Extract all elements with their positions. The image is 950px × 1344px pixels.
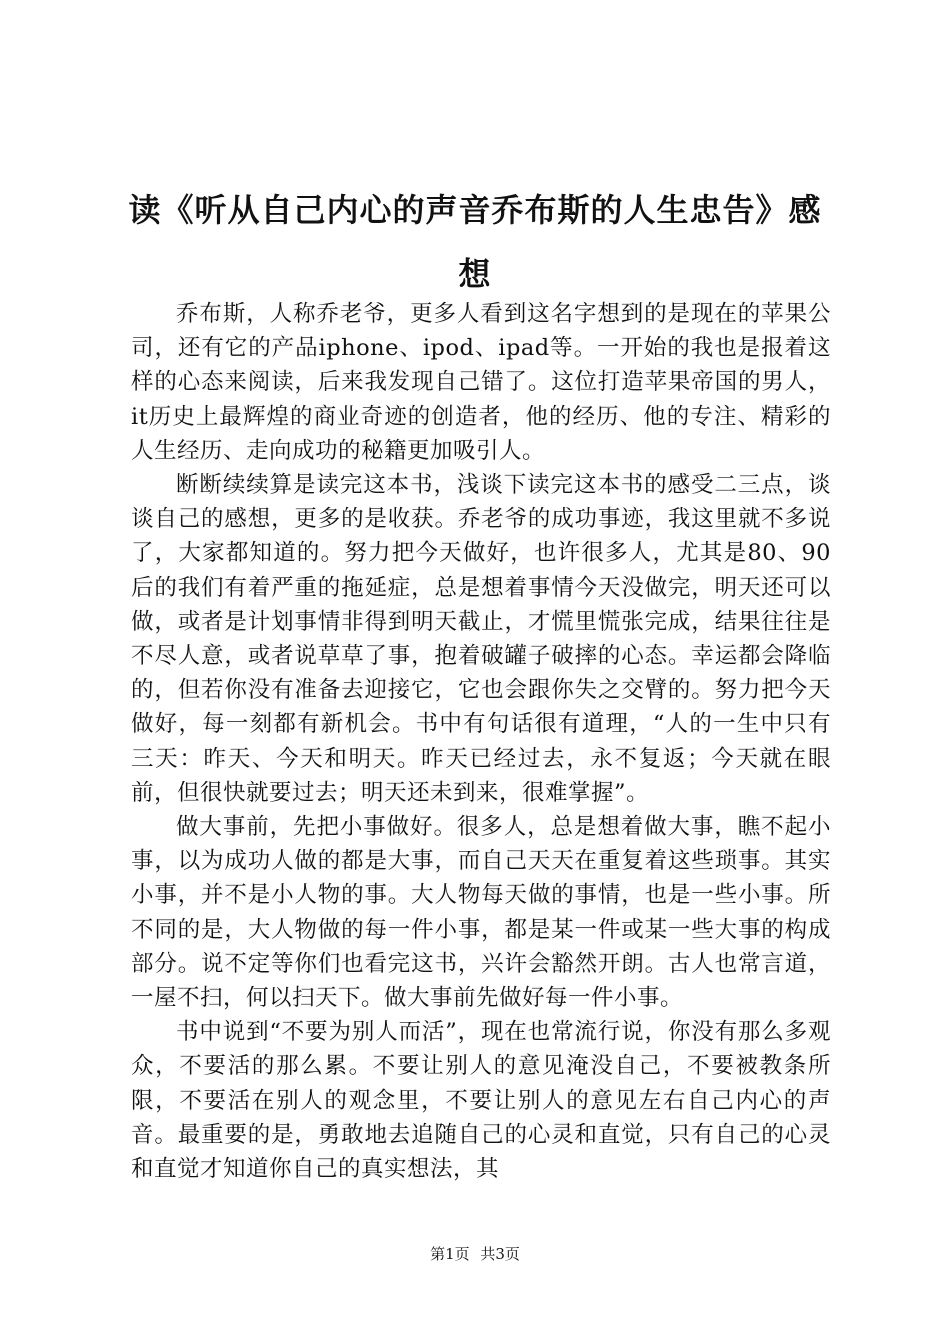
paragraph-3: 做大事前，先把小事做好。很多人，总是想着做大事，瞧不起小事，以为成功人做的都是大事，而自己天天在重复着这些琐事。其实小事，并不是小人物的事。大人物每天做的事情，也是一些小事。所不同的是，大人物做的每一件小事，都是某一件或某一些大事的构成部分。说不定等你们也看完这书，兴许会豁然开朗。古人也常言道，一屋不扫，何以扫天下。做大事前先做好每一件小事。	[131, 814, 831, 1012]
paragraph-1: 乔布斯，人称乔老爷，更多人看到这名字想到的是现在的苹果公司，还有它的产品iphone、ipod、ipad等。一开始的我也是报着这样的心态来阅读，后来我发现自己错了。这位打造苹果帝国的男人，it历史上最辉煌的商业奇迹的创造者，他的经历、他的专注、精彩的人生经历、走向成功的秘籍更加吸引人。	[131, 301, 831, 464]
page-total: 共3页	[480, 1245, 520, 1263]
document-body	[131, 297, 831, 1186]
page-footer	[0, 1244, 950, 1264]
paragraph-4: 书中说到“不要为别人而活”，现在也常流行说，你没有那么多观众，不要活的那么累。不要让别人的意见淹没自己，不要被教条所限，不要活在别人的观念里，不要让别人的意见左右自己内心的声音。最重要的是，勇敢地去追随自己的心灵和直觉，只有自己的心灵和直觉才知道你自己的真实想法，其	[131, 1019, 831, 1183]
page-number: 第1页	[430, 1245, 470, 1263]
document-title: 读《听从自己内心的声音乔布斯的人生忠告》感想	[128, 191, 822, 293]
paragraph-2: 断断续续算是读完这本书，浅谈下读完这本书的感受二三点，谈谈自己的感想，更多的是收获。乔老爷的成功事迹，我这里就不多说了，大家都知道的。努力把今天做好，也许很多人，尤其是80、90后的我们有着严重的拖延症，总是想着事情今天没做完，明天还可以做，或者是计划事情非得到明天截止，才慌里慌张完成，结果往往是不尽人意，或者说草草了事，抱着破罐子破摔的心态。幸运都会降临的，但若你没有准备去迎接它，它也会跟你失之交臂的。努力把今天做好，每一刻都有新机会。书中有句话很有道理，“人的一生中只有三天：昨天、今天和明天。昨天已经过去，永不复返；今天就在眼前，但很快就要过去；明天还未到来，很难掌握”。	[131, 472, 831, 806]
